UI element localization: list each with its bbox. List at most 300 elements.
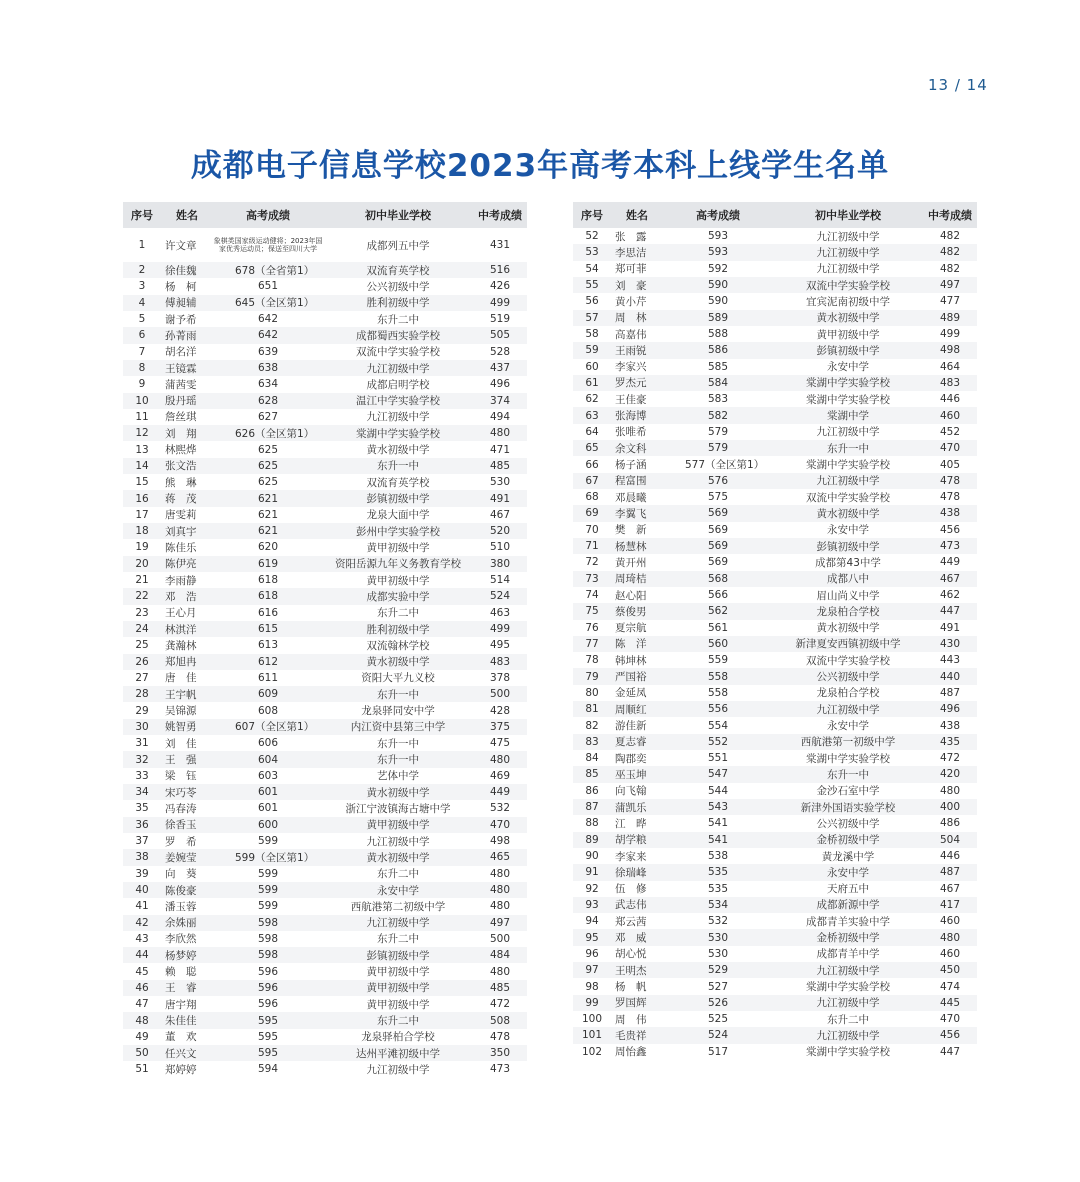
zhongkao-score: 378: [489, 671, 511, 684]
zhongkao-score: 447: [939, 1045, 961, 1058]
zhongkao-score: 524: [473, 588, 527, 604]
middle-school: 东升二中: [827, 1013, 869, 1026]
zhongkao-score: 486: [939, 817, 961, 830]
middle-school: 永安中学: [827, 361, 869, 374]
middle-school: 黄甲初级中学: [366, 998, 430, 1011]
gaokao-score: 579: [663, 440, 773, 456]
zhongkao-score: 528: [489, 345, 511, 358]
header-no: 序号: [123, 202, 161, 228]
table-row: [573, 440, 977, 456]
table-row: [123, 996, 527, 1012]
row-number: 29: [135, 704, 149, 717]
middle-school: 棠湖中学实验学校: [806, 981, 890, 994]
row-number: 62: [585, 393, 599, 406]
row-number: 21: [135, 574, 149, 587]
table-row: [123, 1061, 527, 1077]
row-number: 9: [138, 378, 146, 391]
table-row: [123, 670, 527, 686]
table-row: [123, 474, 527, 490]
table-row: [123, 344, 527, 360]
middle-school: 九江初级中学: [773, 473, 923, 489]
row-number: 54: [585, 262, 599, 275]
zhongkao-score: 480: [489, 965, 511, 978]
table-row: [573, 261, 977, 277]
row-number: 83: [573, 734, 611, 750]
student-name: 江 晔: [615, 817, 647, 830]
zhongkao-score: 463: [489, 606, 511, 619]
zhongkao-score: 520: [473, 523, 527, 539]
table-row: [123, 605, 527, 621]
gaokao-score: 559: [707, 654, 729, 667]
table-row: [123, 295, 527, 311]
gaokao-score: 579: [707, 425, 729, 438]
student-name: 罗杰元: [611, 375, 663, 391]
zhongkao-score: 499: [473, 621, 527, 637]
gaokao-score: 607（全区第1）: [213, 719, 323, 735]
middle-school: 彭镇初级中学: [773, 538, 923, 554]
row-number: 44: [123, 947, 161, 963]
row-number: 55: [573, 277, 611, 293]
middle-school: 双流翰林学校: [366, 639, 430, 652]
zhongkao-score: 450: [923, 962, 977, 978]
student-name: 邓 威: [611, 929, 663, 945]
gaokao-score: 642: [213, 327, 323, 343]
table-row: [573, 538, 977, 554]
zhongkao-score: 477: [939, 295, 961, 308]
gaokao-score: 601: [257, 802, 279, 815]
zhongkao-score: 445: [923, 995, 977, 1011]
middle-school: 九江初级中学: [366, 1063, 430, 1076]
zhongkao-score: 350: [473, 1045, 527, 1061]
zhongkao-score: 440: [923, 668, 977, 684]
row-number: 7: [138, 345, 146, 358]
gaokao-score: 558: [663, 668, 773, 684]
student-name: 向 葵: [165, 868, 197, 881]
gaokao-score: 527: [707, 980, 729, 993]
row-number: 45: [135, 965, 149, 978]
zhongkao-score: 485: [473, 980, 527, 996]
student-name: 高嘉伟: [615, 328, 647, 341]
gaokao-score: 601: [213, 784, 323, 800]
gaokao-score: 588: [707, 328, 729, 341]
table-row: [573, 505, 977, 521]
middle-school: 棠湖中学实验学校: [806, 752, 890, 765]
row-number: 80: [585, 686, 599, 699]
table-row: [123, 1045, 527, 1061]
middle-school: 成都八中: [773, 571, 923, 587]
middle-school: 成都实验中学: [323, 588, 473, 604]
zhongkao-score: 505: [473, 327, 527, 343]
zhongkao-score: 504: [923, 832, 977, 848]
table-row: [573, 489, 977, 505]
table-row: [573, 1044, 977, 1060]
row-number: 36: [123, 817, 161, 833]
middle-school: 黄甲初级中学: [816, 328, 880, 341]
row-number: 22: [123, 588, 161, 604]
middle-school: 东升二中: [377, 868, 419, 881]
table-row: [123, 784, 527, 800]
gaokao-score: 599: [257, 835, 279, 848]
zhongkao-score: 516: [473, 262, 527, 278]
gaokao-score: 598: [257, 932, 279, 945]
zhongkao-score: 482: [939, 230, 961, 243]
gaokao-score: 593: [707, 230, 729, 243]
middle-school: 黄水初级中学: [323, 849, 473, 865]
header-score: 高考成绩: [663, 202, 773, 228]
middle-school: 成都青羊实验中学: [806, 915, 890, 928]
zhongkao-score: 480: [473, 425, 527, 441]
table-row: [123, 490, 527, 506]
table-row: [573, 668, 977, 684]
zhongkao-score: 471: [489, 443, 511, 456]
middle-school: 九江初级中学: [816, 263, 880, 276]
middle-school: 达州平滩初级中学: [323, 1045, 473, 1061]
row-number: 101: [573, 1027, 611, 1043]
student-name: 熊 琳: [165, 476, 197, 489]
gaokao-score: 621: [213, 490, 323, 506]
zhongkao-score: 428: [489, 704, 511, 717]
zhongkao-score: 460: [939, 947, 961, 960]
zhongkao-score: 420: [923, 766, 977, 782]
zhongkao-score: 475: [489, 737, 511, 750]
row-number: 35: [135, 802, 149, 815]
zhongkao-score: 473: [489, 1063, 511, 1076]
row-number: 27: [135, 671, 149, 684]
student-name: 郑可菲: [615, 263, 647, 276]
gaokao-score: 615: [213, 621, 323, 637]
gaokao-score: 541: [707, 817, 729, 830]
row-number: 74: [585, 589, 599, 602]
header-name: 姓名: [161, 202, 213, 228]
table-row: [573, 766, 977, 782]
zhongkao-score: 449: [939, 556, 961, 569]
student-name: 李翼飞: [611, 505, 663, 521]
student-name: 郑婷婷: [165, 1063, 197, 1076]
gaokao-score: 678（全省第1）: [213, 262, 323, 278]
gaokao-score: 625: [257, 443, 279, 456]
row-number: 65: [573, 440, 611, 456]
student-name: 陶郡奕: [615, 752, 647, 765]
table-row: [573, 473, 977, 489]
table-row: [123, 262, 527, 278]
gaokao-score: 575: [707, 491, 729, 504]
row-number: 69: [573, 505, 611, 521]
gaokao-score: 619: [213, 556, 323, 572]
row-number: 53: [573, 244, 611, 260]
zhongkao-score: 430: [923, 636, 977, 652]
zhongkao-score: 443: [939, 654, 961, 667]
table-row: [123, 866, 527, 882]
gaokao-score: 586: [663, 342, 773, 358]
row-number: 71: [573, 538, 611, 554]
middle-school: 九江初级中学: [773, 244, 923, 260]
student-name: 陈伊亮: [161, 556, 213, 572]
table-row: [573, 603, 977, 619]
gaokao-score: 569: [663, 505, 773, 521]
middle-school: 黄甲初级中学: [366, 574, 430, 587]
student-name: 邓 浩: [161, 588, 213, 604]
gaokao-score: 556: [663, 701, 773, 717]
student-name: 巫玉坤: [611, 766, 663, 782]
table-row: [573, 978, 977, 994]
student-name: 武志伟: [611, 897, 663, 913]
table-row: [123, 360, 527, 376]
table-row: [123, 833, 527, 849]
table-row: [123, 425, 527, 441]
student-name: 余姝丽: [161, 915, 213, 931]
row-number: 28: [123, 686, 161, 702]
zhongkao-score: 452: [939, 425, 961, 438]
student-name: 刘真宇: [161, 523, 213, 539]
header-no: 序号: [573, 202, 611, 228]
gaokao-score: 599: [257, 900, 279, 913]
middle-school: 浙江宁波镇海古塘中学: [345, 802, 451, 815]
student-name: 殷丹瑶: [161, 393, 213, 409]
zhongkao-score: 496: [923, 701, 977, 717]
zhongkao-score: 470: [473, 817, 527, 833]
table-row: [573, 554, 977, 570]
row-number: 57: [573, 310, 611, 326]
student-name: 余文科: [611, 440, 663, 456]
middle-school: 棠湖中学: [773, 407, 923, 423]
table-row: [123, 311, 527, 327]
gaokao-score: 606: [257, 737, 279, 750]
table-row: [573, 277, 977, 293]
student-name: 韩坤林: [615, 654, 647, 667]
row-number: 98: [585, 980, 599, 993]
middle-school: 黄水初级中学: [773, 310, 923, 326]
gaokao-score: 577（全区第1）: [685, 459, 765, 472]
table-row: [123, 507, 527, 523]
gaokao-score: 569: [707, 523, 729, 536]
zhongkao-score: 438: [923, 505, 977, 521]
gaokao-score: 582: [663, 407, 773, 423]
table-row: [123, 898, 527, 914]
student-name: 傅昶辅: [161, 295, 213, 311]
zhongkao-score: 498: [923, 342, 977, 358]
middle-school: 天府五中: [827, 883, 869, 896]
middle-school: 双流中学实验学校: [806, 491, 890, 504]
gaokao-score: 651: [257, 280, 279, 293]
gaokao-score: [213, 228, 323, 262]
student-name: 李思洁: [611, 244, 663, 260]
table-row: [573, 913, 977, 929]
student-name: 周 林: [611, 310, 663, 326]
table-row: [573, 424, 977, 440]
middle-school: 东升一中: [773, 766, 923, 782]
table-row: [573, 783, 977, 799]
student-name: 金延凤: [615, 687, 647, 700]
student-name: 郑云茜: [615, 915, 647, 928]
middle-school: 公兴初级中学: [366, 280, 430, 293]
table-row: [573, 946, 977, 962]
row-number: 68: [585, 491, 599, 504]
student-name: 许文章: [165, 239, 197, 252]
middle-school: 彭镇初级中学: [323, 947, 473, 963]
table-row: [123, 621, 527, 637]
middle-school: 成都新源中学: [773, 897, 923, 913]
zhongkao-score: 499: [939, 328, 961, 341]
zhongkao-score: 496: [489, 378, 511, 391]
student-name: 夏志睿: [611, 734, 663, 750]
student-name: 刘 佳: [165, 737, 197, 750]
gaokao-score: 524: [663, 1027, 773, 1043]
middle-school: 彭镇初级中学: [323, 490, 473, 506]
zhongkao-score: 449: [473, 784, 527, 800]
row-number: 51: [135, 1063, 149, 1076]
row-number: 37: [135, 835, 149, 848]
student-name: 陈俊豪: [161, 882, 213, 898]
row-number: 52: [585, 230, 599, 243]
student-name: 毛贵祥: [611, 1027, 663, 1043]
student-name: 梁 钰: [165, 770, 197, 783]
table-row: [123, 523, 527, 539]
gaokao-score: 592: [707, 262, 729, 275]
gaokao-score: 568: [663, 571, 773, 587]
row-number: 77: [573, 636, 611, 652]
table-row: [123, 931, 527, 947]
table-row: [573, 391, 977, 407]
student-name: 周琦桔: [611, 571, 663, 587]
row-number: 32: [123, 751, 161, 767]
table-row: [123, 637, 527, 653]
gaokao-score: 560: [663, 636, 773, 652]
gaokao-score: 530: [707, 947, 729, 960]
zhongkao-score: 447: [923, 603, 977, 619]
zhongkao-score: 482: [939, 262, 961, 275]
gaokao-score: 558: [707, 686, 729, 699]
student-name: 周顺红: [611, 701, 663, 717]
student-name: 林熙烨: [165, 444, 197, 457]
zhongkao-score: 431: [489, 239, 511, 251]
gaokao-score: 599（全区第1）: [213, 849, 323, 865]
table-row: [123, 800, 527, 816]
table-row: [123, 963, 527, 979]
middle-school: 东升一中: [323, 686, 473, 702]
middle-school: 永安中学: [827, 720, 869, 733]
gaokao-score: 612: [213, 654, 323, 670]
middle-school: 黄甲初级中学: [366, 541, 430, 554]
middle-school: 棠湖中学实验学校: [773, 375, 923, 391]
student-name: 王 强: [161, 751, 213, 767]
student-name: 周怡鑫: [615, 1046, 647, 1059]
gaokao-score: 599: [213, 882, 323, 898]
table-row: [123, 654, 527, 670]
middle-school: 彭州中学实验学校: [323, 523, 473, 539]
middle-school: 东升一中: [377, 737, 419, 750]
student-table-right: [573, 202, 977, 1060]
table-row: [573, 310, 977, 326]
zhongkao-score: 483: [473, 654, 527, 670]
middle-school: 资阳大平九义校: [361, 672, 435, 685]
middle-school: 双流育英学校: [366, 476, 430, 489]
table-row: [123, 539, 527, 555]
zhongkao-score: 474: [939, 980, 961, 993]
zhongkao-score: 467: [923, 571, 977, 587]
gaokao-score: 594: [257, 1063, 279, 1076]
row-number: 30: [123, 719, 161, 735]
row-number: 47: [135, 998, 149, 1011]
gaokao-score: 532: [707, 915, 729, 928]
middle-school: 黄龙溪中学: [821, 850, 875, 863]
zhongkao-score: 446: [939, 393, 961, 406]
table-row: [573, 1027, 977, 1043]
student-name: 罗国辉: [611, 995, 663, 1011]
gaokao-score: 543: [663, 799, 773, 815]
gaokao-score: 538: [707, 850, 729, 863]
table-row: [573, 929, 977, 945]
row-number: 11: [135, 410, 149, 423]
zhongkao-score: 460: [923, 407, 977, 423]
zhongkao-score: 437: [473, 360, 527, 376]
table-row: [573, 652, 977, 668]
zhongkao-score: 480: [489, 867, 511, 880]
zhongkao-score: 478: [489, 1030, 511, 1043]
gaokao-score: 552: [663, 734, 773, 750]
row-number: 76: [585, 621, 599, 634]
zhongkao-score: 487: [923, 864, 977, 880]
middle-school: 成都蜀西实验学校: [323, 327, 473, 343]
table-row: [123, 686, 527, 702]
middle-school: 黄水初级中学: [366, 444, 430, 457]
zhongkao-score: 532: [489, 802, 511, 815]
table-row: [123, 376, 527, 392]
gaokao-score: 596: [257, 998, 279, 1011]
table-row: [123, 735, 527, 751]
header-score: 高考成绩: [213, 202, 323, 228]
student-name: 樊 新: [615, 524, 647, 537]
row-number: 26: [123, 654, 161, 670]
middle-school: 宜宾泥南初级中学: [806, 295, 890, 308]
table-row: [123, 588, 527, 604]
row-number: 67: [573, 473, 611, 489]
middle-school: 双流育英学校: [323, 262, 473, 278]
student-name: 王宇帆: [161, 686, 213, 702]
zhongkao-score: 380: [473, 556, 527, 572]
row-number: 93: [573, 897, 611, 913]
table-header: [123, 202, 527, 228]
student-name: 杨 柯: [165, 280, 197, 293]
student-name: 李欣然: [165, 933, 197, 946]
table-row: [123, 947, 527, 963]
table-row: [573, 962, 977, 978]
middle-school: 金桥初级中学: [773, 832, 923, 848]
student-name: 罗 希: [165, 835, 197, 848]
gaokao-score: 616: [257, 606, 279, 619]
header-mid-score: 中考成绩: [923, 202, 977, 228]
row-number: 58: [585, 328, 599, 341]
row-number: 34: [123, 784, 161, 800]
student-name: 董 欢: [165, 1031, 197, 1044]
zhongkao-score: 510: [489, 541, 511, 554]
table-row: [573, 832, 977, 848]
table-row: [573, 734, 977, 750]
student-name: 胡名洋: [165, 346, 197, 359]
student-table-left: [123, 202, 527, 1078]
student-name: 蔡俊男: [611, 603, 663, 619]
row-number: 49: [135, 1030, 149, 1043]
gaokao-score: 608: [257, 704, 279, 717]
gaokao-score: 595: [213, 1012, 323, 1028]
student-name: 周 伟: [615, 1013, 647, 1026]
row-number: 72: [585, 556, 599, 569]
table-row: [123, 278, 527, 294]
middle-school: 龙泉柏合学校: [773, 603, 923, 619]
student-name: 张唯希: [615, 426, 647, 439]
table-row: [123, 849, 527, 865]
gaokao-score: 590: [707, 295, 729, 308]
gaokao-score: 541: [663, 832, 773, 848]
